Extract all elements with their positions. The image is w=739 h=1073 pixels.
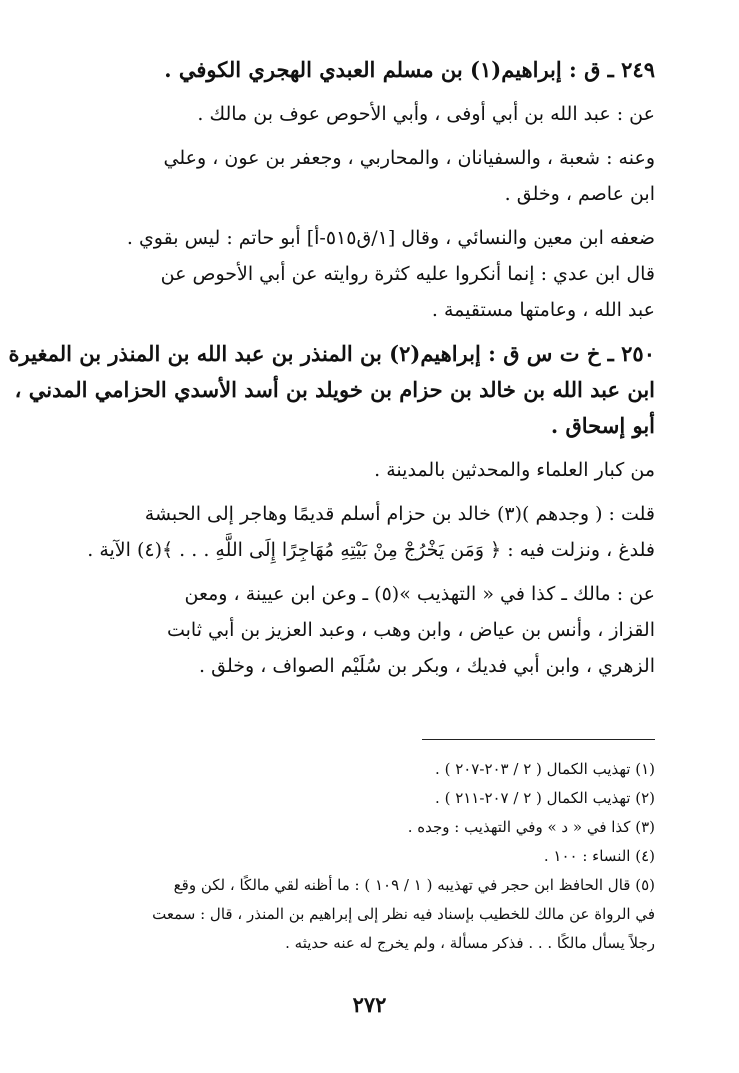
entry-heading-line: ٢٥٠ ـ خ ت س ق : إبراهيم(٢) بن المنذر بن عبد الله بن المنذر بن المغيرة	[8, 341, 655, 366]
text-line: فلدغ ، ونزلت فيه : ﴿ وَمَن يَخْرُجْ مِنْ بَيْتِهِ مُهَاجِرًا إِلَى اللَّهِ . . . ﴾(٤) الآية .	[87, 539, 655, 561]
paragraph	[96, 140, 655, 212]
text-line: عن : عبد الله بن أبي أوفى ، وأبي الأحوص عوف بن مالك .	[197, 103, 655, 125]
paragraph-gap	[96, 88, 655, 96]
text-line: ابن عاصم ، وخلق .	[504, 183, 655, 205]
text-line: ضعفه ابن معين والنسائي ، وقال [١/ق٥١٥-أ] أبو حاتم : ليس بقوي .	[126, 227, 655, 249]
footnote-line: في الرواة عن مالك للخطيب بإسناد فيه نظر إلى إبراهيم بن المنذر ، قال : سمعت	[152, 905, 655, 923]
footnote-separator	[422, 739, 655, 740]
text-line: الزهري ، وابن أبي فديك ، وبكر بن سُلَيْم الصواف ، وخلق .	[199, 655, 655, 677]
text-line: عن : مالك ـ كذا في « التهذيب »(٥) ـ وعن ابن عيينة ، ومعن	[184, 583, 655, 605]
paragraph-gap	[96, 444, 655, 452]
text-line: وعنه : شعبة ، والسفيانان ، والمحاربي ، وجعفر بن عون ، وعلي	[163, 147, 655, 169]
footnote-line: رجلاً يسأل مالكًا . . . فذكر مسألة ، ولم يخرج له عنه حديثه .	[285, 934, 655, 952]
text-line: قلت : ( وجدهم )(٣) خالد بن حزام أسلم قديمًا وهاجر إلى الحبشة	[144, 503, 655, 525]
footnote-line: (١) تهذيب الكمال ( ٢ / ٢٠٣-٢٠٧ ) .	[435, 760, 655, 778]
paragraph	[96, 576, 655, 684]
paragraph-gap	[96, 488, 655, 496]
paragraph-gap	[96, 568, 655, 576]
text-line: من كبار العلماء والمحدثين بالمدينة .	[374, 459, 655, 481]
entry-heading-line: ابن عبد الله بن خالد بن حزام بن خويلد بن أسد الأسدي الحزامي المدني ،	[14, 377, 655, 402]
footnote-line: (٢) تهذيب الكمال ( ٢ / ٢٠٧-٢١١ ) .	[435, 789, 655, 807]
paragraph-gap	[96, 132, 655, 140]
paragraph	[87, 496, 655, 568]
paragraph-gap	[96, 212, 655, 220]
footnote-line: (٥) قال الحافظ ابن حجر في تهذيبه ( ١ / ١٠٩ ) : ما أظنه لقي مالكًا ، لكن وقع	[173, 876, 655, 894]
paragraph	[96, 452, 655, 488]
footnote-line: (٤) النساء : ١٠٠ .	[543, 847, 655, 865]
footnotes	[90, 755, 655, 958]
footnote-line: (٣) كذا في « د » وفي التهذيب : وجده .	[407, 818, 655, 836]
text-line: القزاز ، وأنس بن عياض ، وابن وهب ، وعبد العزيز بن أبي ثابت	[166, 619, 655, 641]
page-number: ٢٧٢	[352, 992, 387, 1017]
text-line: قال ابن عدي : إنما أنكروا عليه كثرة روايته عن أبي الأحوص عن	[160, 263, 655, 285]
text-line: عبد الله ، وعامتها مستقيمة .	[431, 299, 655, 321]
paragraph	[96, 220, 655, 328]
entry-heading-line: ٢٤٩ ـ ق : إبراهيم(١) بن مسلم العبدي الهجري الكوفي .	[164, 57, 655, 82]
paragraph	[96, 96, 655, 132]
paragraph-gap	[96, 328, 655, 336]
entry-heading-line: أبو إسحاق .	[550, 413, 655, 438]
main-text	[8, 52, 655, 684]
paragraph	[8, 336, 655, 444]
paragraph	[96, 52, 655, 88]
